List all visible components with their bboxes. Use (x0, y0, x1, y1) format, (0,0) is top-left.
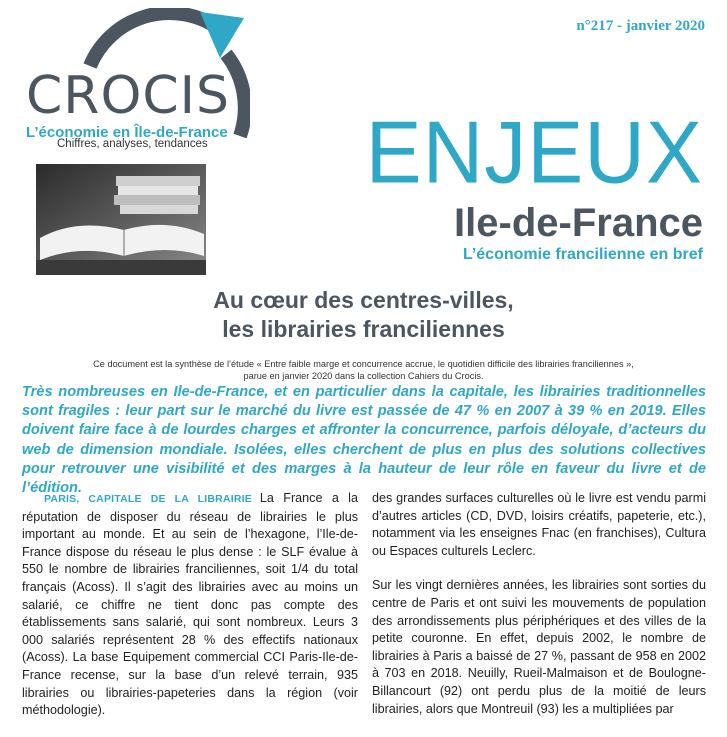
logo-arrow-blue (200, 12, 244, 58)
right-paragraph-2: Sur les vingt dernières années, les librairies sont sorties du centre de Paris et ont suivi les mouvements de population des arrondissements plus périphériques et des villes de la petite couronne. En effet, depuis 2002, le nombre de librairies à Paris a baissé de 27 %, passant de 958 en 2002 à 703 en 2018. Neuilly, Rueil-Malmaison et de Boulogne-Billancourt (92) ont perdu plus de la moitié de leurs librairies, alors que Montreuil (93) les a multipliées par (372, 578, 706, 716)
left-paragraph (22, 490, 358, 720)
section-heading-text: PARIS, CAPITALE DE LA LIBRAIRIE (44, 493, 252, 505)
article-title-line2: les librairies franciliennes (222, 316, 505, 342)
right-column (372, 490, 706, 735)
logo-tagline: L’économie en Île-de-France (26, 124, 228, 141)
book-illustration-icon (36, 164, 206, 275)
source-note (0, 358, 727, 382)
masthead-subtitle: Ile-de-France (454, 201, 703, 245)
masthead-title-text: ENJEUX (365, 102, 703, 202)
issue-number: n°217 - janvier 2020 (576, 18, 705, 34)
left-paragraph-text: La France a la réputation de disposer du réseau de librairies le plus important au monde. Et au sein de l’hexagone, l’Ile-de-France dispose du réseau le plus dense : le SLF évalue à 550 le nombre de librairies franciliennes, soit 1/4 du total français (Acoss). Il s’agit des librairies avec au moins un salarié, ce chiffre ne tient donc pas compte des établissements sans salarié, qui sont nombreux. Leurs 3 000 salariés représentent 28 % des effectifs nationaux (Acoss). La base Equipement commercial CCI Paris-Ile-de-France recense, sur la base d’un relevé terrain, 935 librairies ou librairies-papeteries dans la région (voir méthodologie). (22, 491, 358, 718)
masthead-tagline: L’économie francilienne en bref (462, 246, 703, 263)
article-title-line1: Au cœur des centres-villes, (213, 287, 514, 313)
masthead-title (365, 102, 703, 202)
section-heading (44, 493, 252, 505)
source-note-line1: Ce document est la synthèse de l’étude « Entre faible marge et concurrence accrue, le quotidien difficile des librairies franciliennes », (93, 359, 634, 369)
logo-arc-gray (90, 13, 218, 66)
article-title (0, 286, 727, 344)
source-note-line2: parue en janvier 2020 dans la collection Cahiers du Crocis. (243, 371, 484, 381)
open-book-photo (36, 164, 206, 275)
logo-subtagline: Chiffres, analyses, tendances (57, 138, 208, 150)
left-column (22, 490, 358, 737)
lead-paragraph: Très nombreuses en Ile-de-France, et en particulier dans la capitale, les librairies traditionnelles sont fragiles : leur part sur le marché du livre est passée de 47 % en 2007 à 39 % en 2019. Elles doivent faire face à de lourdes charges et affronter la concurrence, parfois déloyale, d’acteurs du web de dimension mondiale. Isolées, elles cherchent de plus en plus des solutions collectives pour retrouver une visibilité et des marges à la hauteur de leur rôle en faveur du livre et de l’édition. (22, 384, 706, 497)
right-paragraph-1: des grandes surfaces culturelles où le livre est vendu parmi d’autres articles (CD, DVD, loisirs créatifs, papeterie, etc.), notamment via les enseignes Fnac (en franchises), Cultura ou Espaces culturels Leclerc. (372, 491, 706, 558)
logo-name: CROCIS (26, 66, 231, 126)
